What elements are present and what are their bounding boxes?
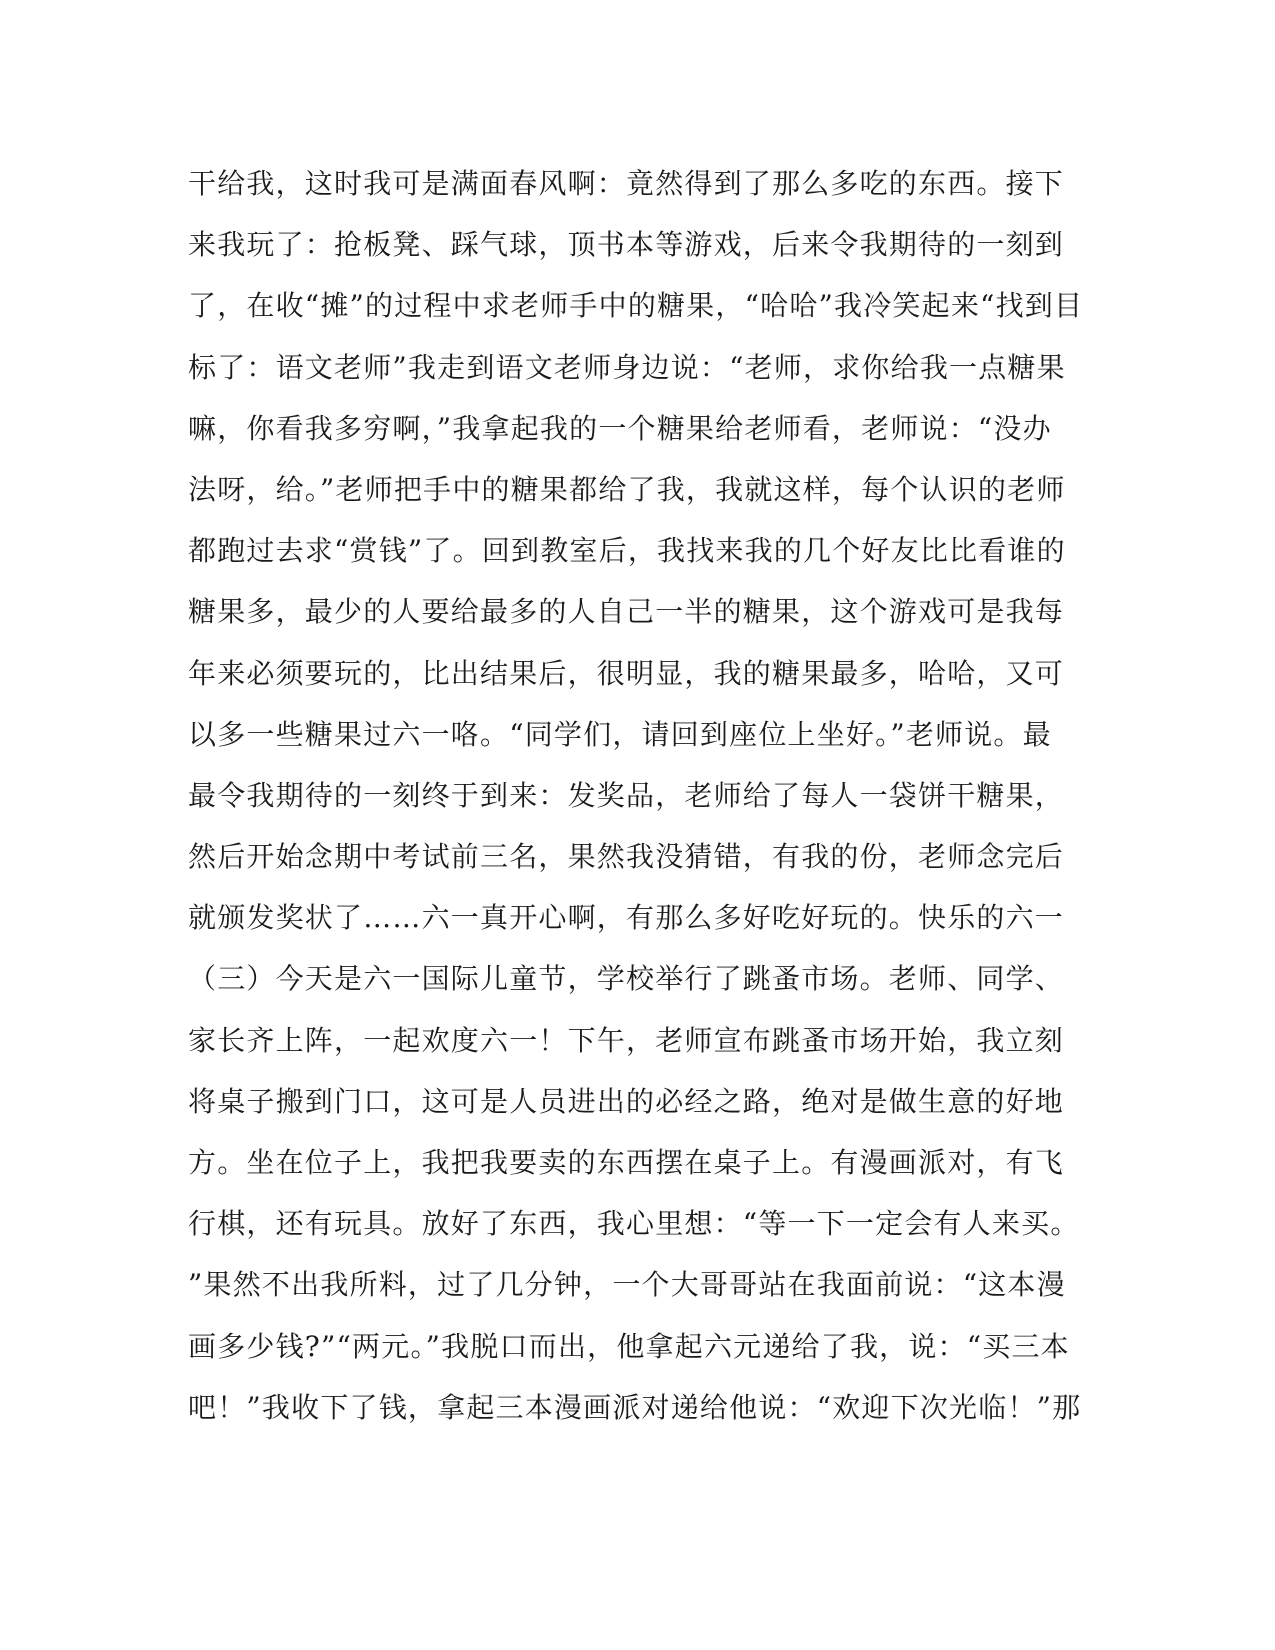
body-text bbox=[188, 166, 1084, 1451]
text-line: 家长齐上阵，一起欢度六一！下午，老师宣布跳蚤市场开始，我立刻 bbox=[188, 1023, 1065, 1057]
text-line: 吧！”我收下了钱，拿起三本漫画派对递给他说：“欢迎下次光临！”那 bbox=[188, 1390, 1082, 1424]
text-line: 干给我，这时我可是满面春风啊：竟然得到了那么多吃的东西。接下 bbox=[188, 167, 1065, 200]
text-line: 糖果多，最少的人要给最多的人自己一半的糖果，这个游戏可是我每 bbox=[188, 595, 1065, 629]
text-line: 最令我期待的一刻终于到来：发奖品，老师给了每人一袋饼干糖果， bbox=[188, 778, 1065, 812]
text-line: 嘛，你看我多穷啊，”我拿起我的一个糖果给老师看，老师说：“没办 bbox=[188, 411, 1052, 445]
text-line: 都跑过去求“赏钱”了。回到教室后，我找来我的几个好友比比看谁的 bbox=[188, 534, 1066, 568]
text-line: （三）今天是六一国际儿童节，学校举行了跳蚤市场。老师、同学、 bbox=[188, 962, 1065, 996]
text-line: 法呀，给。”老师把手中的糖果都给了我，我就这样，每个认识的老师 bbox=[188, 472, 1066, 506]
text-line: 将桌子搬到门口，这可是人员进出的必经之路，绝对是做生意的好地 bbox=[188, 1084, 1065, 1118]
text-line: 来我玩了：抢板凳、踩气球，顶书本等游戏，后来令我期待的一刻到 bbox=[188, 228, 1065, 262]
text-line: 了，在收“摊”的过程中求老师手中的糖果，“哈哈”我冷笑起来“找到目 bbox=[188, 289, 1084, 323]
text-line: 行棋，还有玩具。放好了东西，我心里想：“等一下一定会有人来买。 bbox=[188, 1207, 1080, 1241]
text-line: 年来必须要玩的，比出结果后，很明显，我的糖果最多，哈哈，又可 bbox=[188, 656, 1065, 690]
text-line: 画多少钱?”“两元。”我脱口而出，他拿起六元递给了我，说：“买三本 bbox=[188, 1329, 1070, 1363]
text-line: ”果然不出我所料，过了几分钟，一个大哥哥站在我面前说：“这本漫 bbox=[188, 1268, 1066, 1302]
text-line: 以多一些糖果过六一咯。“同学们，请回到座位上坐好。”老师说。最 bbox=[188, 717, 1052, 751]
text-line: 标了：语文老师”我走到语文老师身边说：“老师，求你给我一点糖果 bbox=[188, 350, 1066, 384]
text-line: 然后开始念期中考试前三名，果然我没猜错，有我的份，老师念完后 bbox=[188, 840, 1065, 874]
text-line: 就颁发奖状了……六一真开心啊，有那么多好吃好玩的。快乐的六一 bbox=[188, 901, 1065, 935]
text-line: 方。坐在位子上，我把我要卖的东西摆在桌子上。有漫画派对，有飞 bbox=[188, 1146, 1065, 1179]
